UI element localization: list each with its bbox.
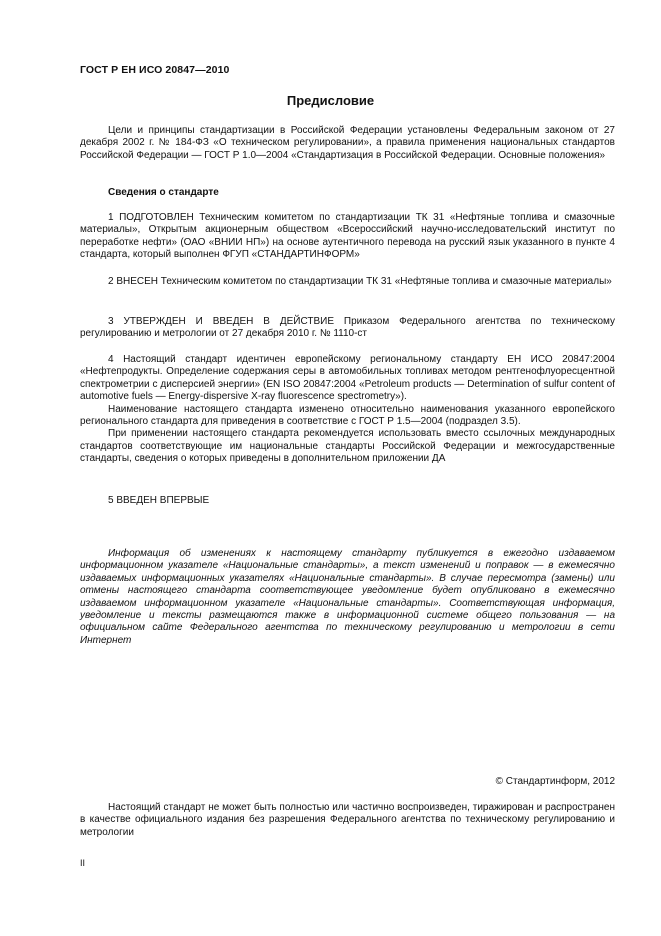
- item-4-text: 4 Настоящий стандарт идентичен европейскому региональному стандарту ЕН ИСО 20847:2004 «Нефтепродукты. Определение содержания серы в автомобильных топливах методом рентгенофлуоресцентной спектрометрии с дисперсией энергии» (EN ISO 20847:2004 «Petroleum products — Determination of sulfur content of automotive fuels — Energy-dispersive X-ray fluorescence spectrometry»).: [80, 354, 615, 403]
- item-2-text: 2 ВНЕСЕН Техническим комитетом по стандартизации ТК 31 «Нефтяные топлива и смазочные материалы»: [108, 276, 612, 287]
- item-4-paragraph-2: Наименование настоящего стандарта изменено относительно наименования указанного европейского регионального стандарта для приведения в соответствие с ГОСТ Р 1.5—2004 (подраздел 3.5).: [80, 403, 615, 428]
- intro-section: [80, 125, 615, 162]
- item-3-text: 3 УТВЕРЖДЕН И ВВЕДЕН В ДЕЙСТВИЕ Приказом Федерального агентства по техническому регулированию и метрологии от 27 декабря 2010 г. № 1110-ст: [80, 316, 615, 340]
- item-2: [80, 276, 615, 288]
- info-notice-text: Информация об изменениях к настоящему стандарту публикуется в ежегодно издаваемом информационном указателе «Национальные стандарты», а текст изменений и поправок — в ежемесячно издаваемых информационных указателях «Национальные стандарты». В случае пересмотра (замены) или отмены настоящего стандарта соответствующее уведомление будет опубликовано в ежемесячно издаваемом информационном указателе «Национальные стандарты». Соответствующая информация, уведомление и тексты размещаются также в информационной системе общего пользования — на официальном сайте Федерального агентства по техническому регулированию и метрологии в сети Интернет: [80, 548, 615, 646]
- section-heading-container: [80, 187, 615, 199]
- item-5-text: 5 ВВЕДЕН ВПЕРВЫЕ: [108, 495, 210, 506]
- page-number: II: [80, 858, 86, 868]
- reproduction-notice-text: Настоящий стандарт не может быть полностью или частично воспроизведен, тиражирован и распространен в качестве официального издания без разрешения Федерального агентства по техническому регулированию и метрологии: [80, 802, 615, 838]
- reproduction-notice: [80, 802, 615, 839]
- intro-paragraph: Цели и принципы стандартизации в Российской Федерации установлены Федеральным законом от 27 декабря 2002 г. № 184-ФЗ «О техническом регулировании», а правила применения национальных стандартов Российской Федерации — ГОСТ Р 1.0—2004 «Стандартизация в Российской Федерации. Основные положения»: [80, 125, 615, 161]
- item-5: [80, 495, 615, 507]
- page-title: Предисловие: [286, 93, 375, 108]
- info-notice: [80, 548, 615, 647]
- section-heading: Сведения о стандарте: [108, 187, 219, 198]
- item-1-text: 1 ПОДГОТОВЛЕН Техническим комитетом по стандартизации ТК 31 «Нефтяные топлива и смазочные материалы», Открытым акционерным обществом «Всероссийский научно-исследовательский институт по переработке нефти» (ОАО «ВНИИ НП») на основе аутентичного перевода на русский язык указанного в пункте 4 стандарта, который выполнен ФГУП «СТАНДАРТИНФОРМ»: [80, 212, 615, 261]
- item-4-paragraph-3: При применении настоящего стандарта рекомендуется использовать вместо ссылочных международных стандартов соответствующие им национальные стандарты Российской Федерации и межгосударственные стандарты, сведения о которых приведены в дополнительном приложении ДА: [80, 428, 615, 465]
- item-1: [80, 212, 615, 262]
- standard-header: ГОСТ Р ЕН ИСО 20847—2010: [80, 64, 230, 76]
- item-3: [80, 316, 615, 341]
- copyright-line: © Стандартинформ, 2012: [495, 776, 615, 787]
- item-4: [80, 354, 615, 466]
